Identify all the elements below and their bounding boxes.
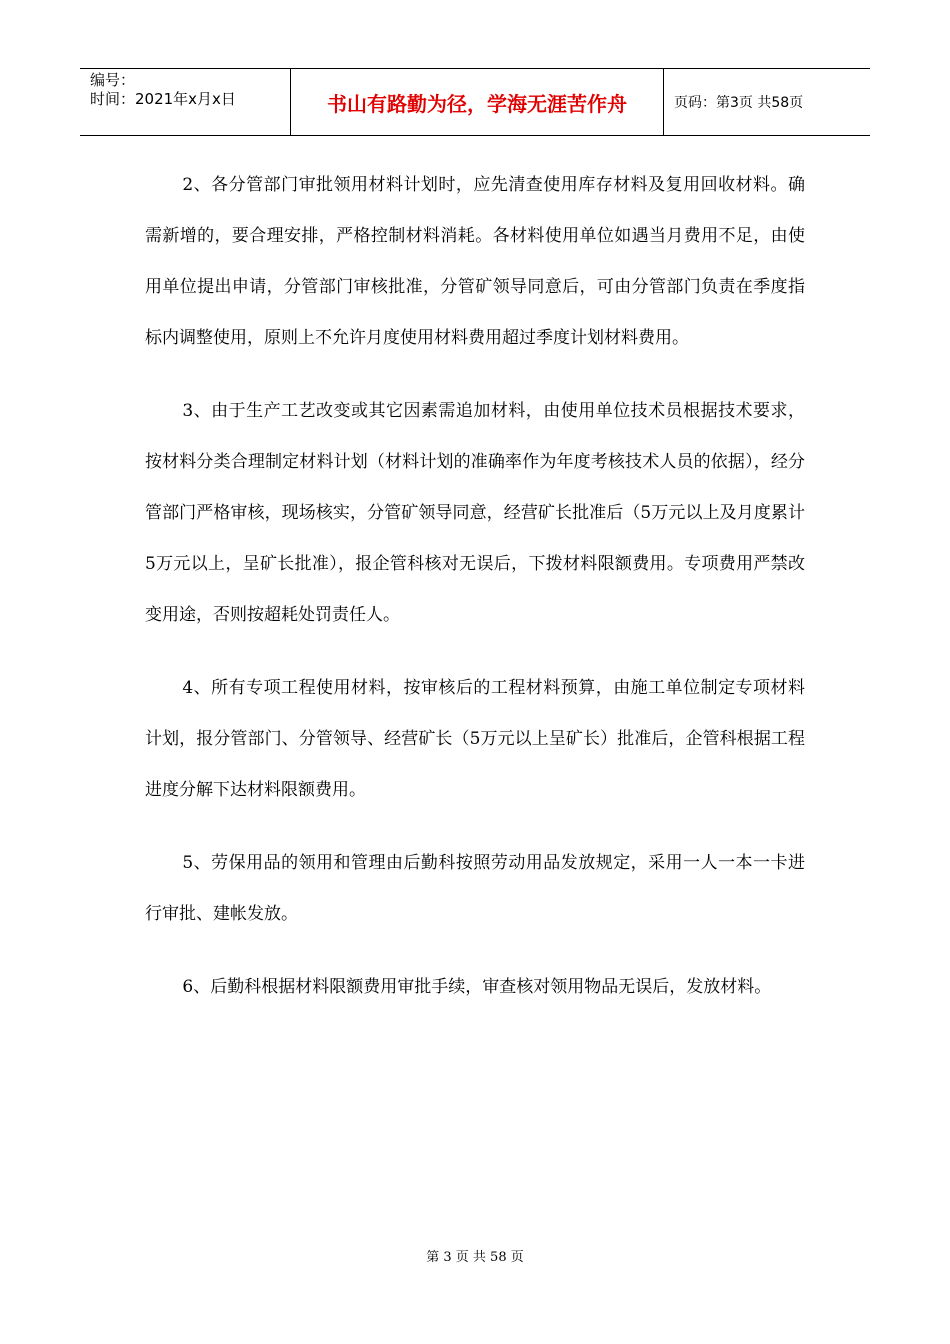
document-header (80, 68, 870, 136)
paragraph-2: 2、各分管部门审批领用材料计划时，应先清查使用库存材料及复用回收材料。确需新增的，要合理安排，严格控制材料消耗。各材料使用单位如遇当月费用不足，由使用单位提出申请，分管部门审核批准，分管矿领导同意后，可由分管部门负责在季度指标内调整使用，原则上不允许月度使用材料费用超过季度计划材料费用。 (145, 175, 805, 348)
paragraph-6: 6、后勤科根据材料限额费用审批手续，审查核对领用物品无误后，发放材料。 (182, 977, 772, 997)
paragraph-3: 3、由于生产工艺改变或其它因素需追加材料，由使用单位技术员根据技术要求，按材料分类合理制定材料计划（材料计划的准确率作为年度考核技术人员的依据），经分管部门严格审核，现场核实，分管矿领导同意，经营矿长批准后（5万元以上及月度累计5万元以上，呈矿长批准），报企管科核对无误后，下拨材料限额费用。专项费用严禁改变用途，否则按超耗处罚责任人。 (145, 401, 805, 625)
header-motto: 书山有路勤为径，学海无涯苦作舟 (291, 69, 664, 136)
paragraph-4: 4、所有专项工程使用材料，按审核后的工程材料预算，由施工单位制定专项材料计划，报分管部门、分管领导、经营矿长（5万元以上呈矿长）批准后，企管科根据工程进度分解下达材料限额费用。 (145, 678, 805, 800)
paragraph-5: 5、劳保用品的领用和管理由后勤科按照劳动用品发放规定，采用一人一本一卡进行审批、建帐发放。 (145, 853, 805, 924)
document-time: 时间：2021年x月x日 (90, 90, 236, 108)
document-number-label: 编号： (90, 71, 136, 89)
document-body (145, 160, 805, 1035)
header-page-info: 页码：第3页 共58页 (674, 95, 804, 111)
page-footer: 第 3 页 共 58 页 (426, 1250, 524, 1265)
header-meta (80, 69, 291, 136)
